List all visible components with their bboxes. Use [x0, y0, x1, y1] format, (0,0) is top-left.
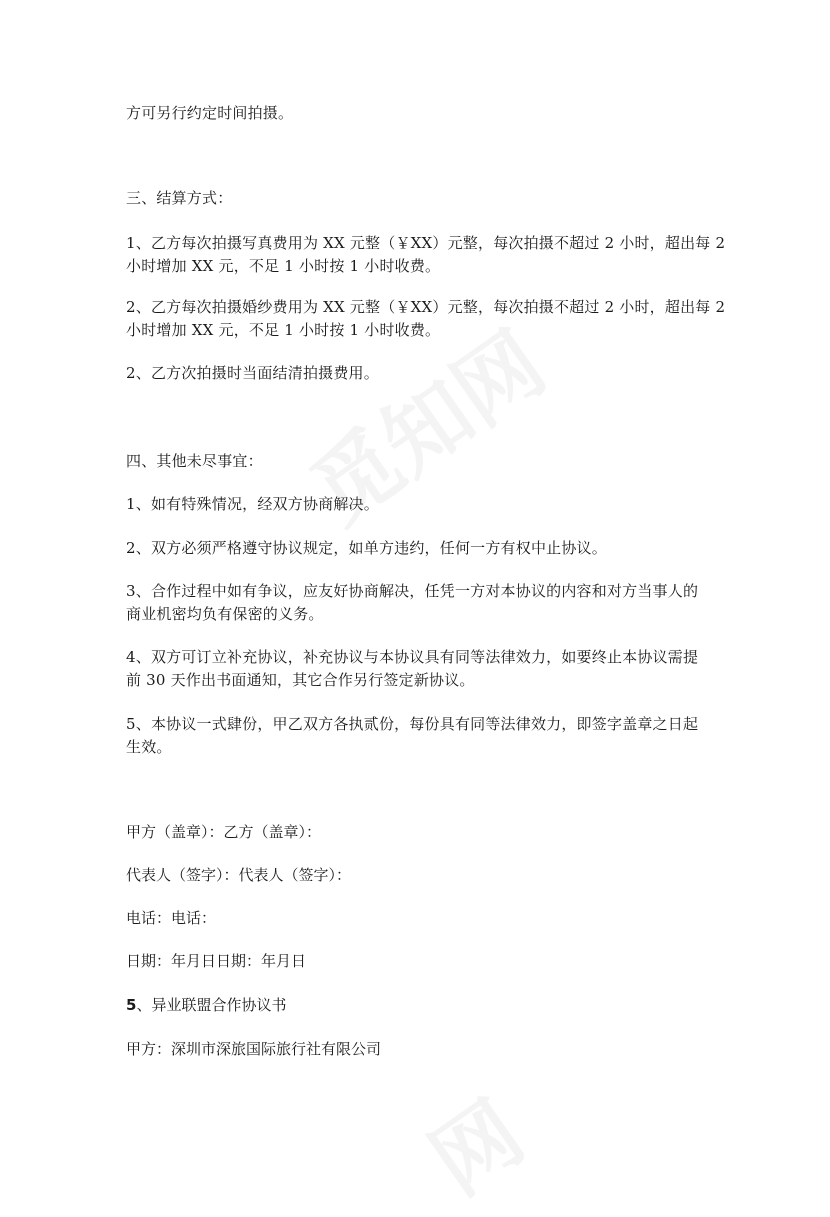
heading-text: 、异业联盟合作协议书 [136, 996, 287, 1014]
signature-line-date: 日期：年月日日期：年月日 [126, 952, 307, 970]
paragraph-line: 5、本协议一式肆份，甲乙双方各执贰份，每份具有同等法律效力，即签字盖章之日起 [126, 715, 699, 733]
paragraph-line: 4、双方可订立补充协议，补充协议与本协议具有同等法律效力，如要终止本协议需提 [126, 648, 699, 666]
paragraph-line: 2、乙方每次拍摄婚纱费用为 XX 元整（￥XX）元整，每次拍摄不超过 2 小时，超出每 2 [126, 298, 726, 316]
section-heading: 四、其他未尽事宜： [126, 452, 263, 470]
paragraph-line: 前 30 天作出书面通知，其它合作另行签定新协议。 [126, 671, 475, 689]
watermark [402, 1067, 544, 1217]
paragraph-line: 1、乙方每次拍摄写真费用为 XX 元整（￥XX）元整，每次拍摄不超过 2 小时，超出每 2 [126, 234, 726, 252]
heading-number: 5 [126, 996, 137, 1014]
paragraph-line: 甲方：深圳市深旅国际旅行社有限公司 [126, 1040, 382, 1058]
paragraph-line: 2、乙方次拍摄时当面结清拍摄费用。 [126, 364, 379, 382]
paragraph-line: 生效。 [126, 738, 172, 756]
document-heading [126, 994, 286, 1016]
paragraph-line: 商业机密均负有保密的义务。 [126, 605, 324, 623]
signature-line-representative: 代表人（签字）：代表人（签字）： [126, 866, 352, 884]
paragraph-line: 方可另行约定时间拍摄。 [126, 104, 294, 122]
signature-line-party: 甲方（盖章）：乙方（盖章）： [126, 823, 322, 841]
paragraph-line: 1、如有特殊情况，经双方协商解决。 [126, 495, 379, 513]
paragraph-line: 2、双方必须严格遵守协议规定，如单方违约，任何一方有权中止协议。 [126, 539, 607, 557]
paragraph-line: 小时增加 XX 元，不足 1 小时按 1 小时收费。 [126, 257, 441, 275]
paragraph-line: 3、合作过程中如有争议，应友好协商解决，任凭一方对本协议的内容和对方当事人的 [126, 582, 699, 600]
paragraph-line: 小时增加 XX 元，不足 1 小时按 1 小时收费。 [126, 321, 441, 339]
signature-line-phone: 电话：电话： [126, 909, 217, 927]
section-heading: 三、结算方式： [126, 189, 233, 207]
